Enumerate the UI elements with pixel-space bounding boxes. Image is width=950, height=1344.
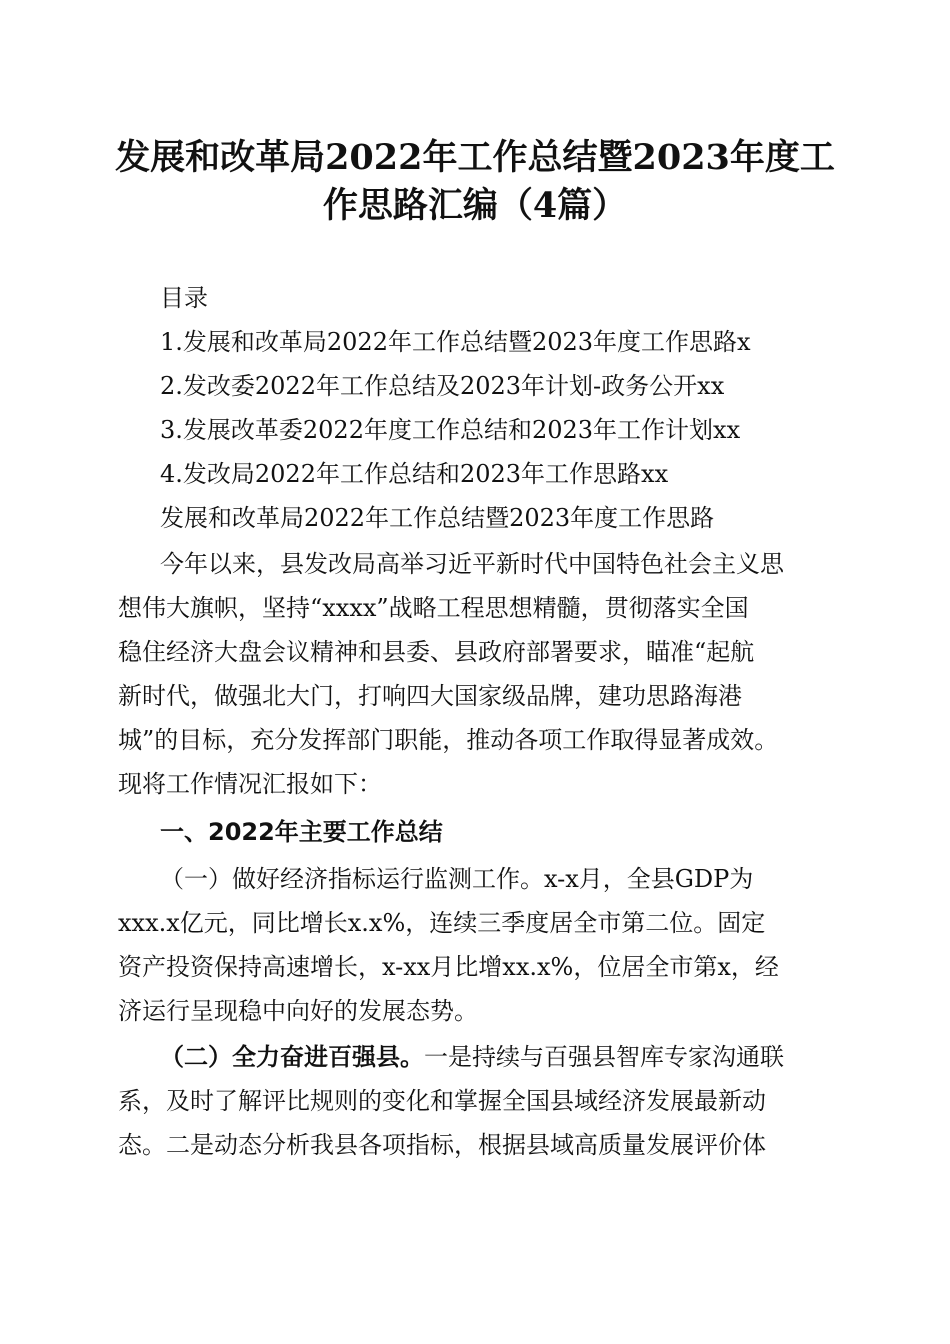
intro-line-2: 想伟大旗帜，坚持“xxxx”战略工程思想精髓，贯彻落实全国 [118, 594, 749, 622]
para1-line-3: 资产投资保持高速增长，x-xx月比增xx.x%，位居全市第x，经 [118, 953, 779, 981]
intro-line-3: 稳住经济大盘会议精神和县委、县政府部署要求，瞄准“起航 [118, 638, 755, 666]
toc-item-1: 1.发展和改革局2022年工作总结暨2023年度工作思路x [160, 328, 751, 356]
title-line-1: 发展和改革局2022年工作总结暨2023年度工 [115, 137, 835, 178]
heading-1: 一、2022年主要工作总结 [160, 818, 443, 846]
para2-line-3: 态。二是动态分析我县各项指标，根据县域高质量发展评价体 [118, 1131, 766, 1159]
para2-lead-rest: 一是持续与百强县智库专家沟通联 [424, 1043, 784, 1071]
intro-line-1: 今年以来，县发改局高举习近平新时代中国特色社会主义思 [160, 550, 784, 578]
toc-heading: 目录 [160, 284, 208, 312]
title-line-2: 作思路汇编（4篇） [322, 185, 628, 226]
intro-line-4: 新时代，做强北大门，打响四大国家级品牌，建功思路海港 [118, 682, 742, 710]
toc-item-4: 4.发改局2022年工作总结和2023年工作思路xx [160, 460, 669, 488]
intro-line-5: 城”的目标，充分发挥部门职能，推动各项工作取得显著成效。 [118, 726, 779, 754]
intro-line-6: 现将工作情况汇报如下： [118, 770, 382, 798]
para1-line-4: 济运行呈现稳中向好的发展态势。 [118, 997, 478, 1025]
toc-item-2: 2.发改委2022年工作总结及2023年计划-政务公开xx [160, 372, 725, 400]
section-title: 发展和改革局2022年工作总结暨2023年度工作思路 [160, 504, 715, 532]
toc-item-3: 3.发展改革委2022年度工作总结和2023年工作计划xx [160, 416, 741, 444]
para2-lead: （二）全力奋进百强县。 [160, 1043, 424, 1071]
para1-line-1: （一）做好经济指标运行监测工作。x-x月，全县GDP为 [160, 865, 754, 893]
para2-line-2: 系，及时了解评比规则的变化和掌握全国县域经济发展最新动 [118, 1087, 766, 1115]
para2-line-1 [160, 1035, 834, 1079]
document-title [100, 134, 850, 230]
para1-line-2: xxx.x亿元，同比增长x.x%，连续三季度居全市第二位。固定 [118, 909, 766, 937]
